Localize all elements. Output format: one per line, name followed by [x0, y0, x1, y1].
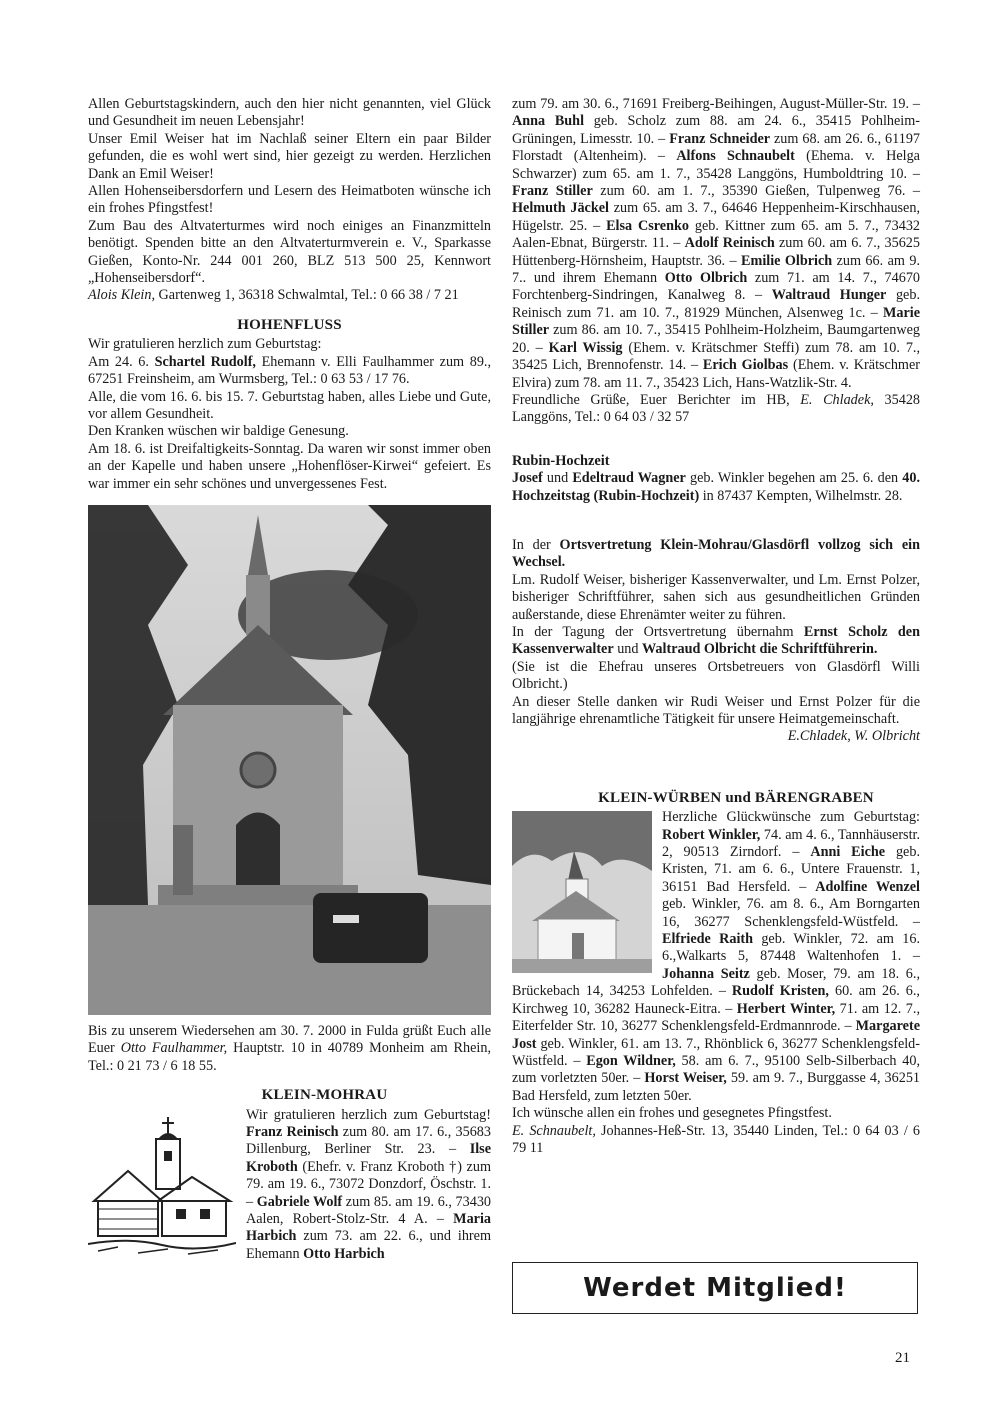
birthday-entry-name: Elsa Csrenko — [606, 217, 689, 234]
orts-paragraph-4: (Sie ist die Ehefrau unseres Ortsbetreuers von Glasdörfl Willi Olbricht.) — [512, 658, 920, 693]
right-column — [512, 96, 920, 1157]
section-title-klein-mohrau: KLEIN-MOHRAU — [261, 1087, 388, 1104]
kw-entry-text: geb. Winkler, 61. am 13. 7., Rhönblick 6, 36277 Schenklengsfeld-Wüstfeld. – — [512, 1035, 920, 1069]
intro-signature — [88, 287, 491, 304]
kw-entry-name: Elfriede Raith — [662, 931, 754, 948]
birthday-entry-text: zum 86. am 10. 7., 35415 Pohlheim-Holzheim, Baumgartenweg 20. – — [512, 322, 920, 356]
km-name-1: Franz Reinisch — [246, 1123, 339, 1140]
hohenfluss-paragraph-5: Am 18. 6. ist Dreifaltigkeits-Sonntag. Da waren wir sonst immer oben an der Kapelle und haben unsere „Hohenflöser-Kirwei“ gefeiert. Es war immer ein sehr schönes und unvergessenes Fest. — [88, 440, 491, 492]
section-title-hohenfluss: HOHENFLUSS — [237, 316, 342, 333]
birthday-entry-name: Waltraud Hunger — [771, 287, 887, 304]
birthday-entry-text: zum 60. am 6. 7., 35625 Hüttenberg-Hörnsheim, Hauptstr. 36. – — [512, 235, 920, 269]
kw-entry-text: geb. Moser, 79. am 18. 6., Brückebach 14, 34253 Lohfelden. – — [512, 965, 920, 1000]
rubin-name-2: Edeltraud Wagner — [572, 470, 686, 487]
intro-signature-address: Gartenweg 1, 36318 Schwalmtal, Tel.: 0 66 38 / 7 21 — [155, 287, 459, 304]
rubin-and: und — [542, 470, 573, 487]
kw-entry-text: geb. Kristen, 71. am 6. 6., Untere Frauenstr. 1, 36151 Bad Hersfeld. – — [662, 844, 920, 895]
kw-wish: Ich wünsche allen ein frohes und gesegnetes Pfingstfest. — [512, 1105, 832, 1122]
km-text-2: (Ehefr. v. Franz Kroboth †) zum 79. am 19. 6., 73072 Donzdorf, Öschstr. 1. – — [246, 1158, 491, 1210]
km-text-1: zum 80. am 17. 6., 35683 Dillenburg, Berliner Str. 23. – — [246, 1123, 491, 1158]
intro-paragraph-1: Allen Geburtstagskindern, auch den hier nicht genannten, viel Glück und Gesundheit im neuen Lebensjahr! — [88, 96, 491, 130]
birthday-entry-text: (Ehem. v. Krätschmer Steffi) zum 78. am 10. 7., 35425 Lich, Brennofenstr. 14. – — [512, 339, 921, 374]
church-photo — [512, 811, 652, 973]
orts-p3-and: und — [613, 641, 643, 658]
birthday-entry-name: Franz Stiller — [512, 183, 593, 200]
hohenfluss-paragraph-4: Den Kranken wüschen wir baldige Genesung. — [88, 423, 349, 440]
hohenfluss-greeting: Wir gratulieren herzlich zum Geburtstag: — [88, 336, 322, 353]
kw-entry-name: Anni Eiche — [810, 844, 886, 861]
kw-signature — [512, 1123, 920, 1158]
membership-banner-text: Werdet Mitglied! — [583, 1273, 847, 1303]
hohenfluss-date: Am 24. 6. — [88, 353, 155, 370]
birthday-entry-name: Otto Olbrich — [664, 270, 748, 287]
kw-entry-name: Horst Weiser, — [644, 1070, 727, 1087]
left-column — [88, 96, 491, 1263]
hohenfluss-closing-text: Bis zu unserem Wiedersehen am 30. 7. 2000 in Fulda grüßt Euch alle Euer — [88, 1022, 491, 1057]
birthday-entry-name: Marie Stiller — [512, 304, 920, 339]
rubin-text-1: geb. Winkler begehen am 25. 6. den — [685, 470, 903, 487]
chapel-photo — [88, 505, 491, 1015]
village-sketch — [88, 1109, 236, 1259]
orts-signature — [512, 728, 920, 745]
section-title-klein-wuerben: KLEIN-WÜRBEN und BÄRENGRABEN — [598, 789, 874, 806]
kw-entry-text: Herzliche Glückwünsche zum Geburtstag: — [662, 809, 920, 826]
kw-entry-name: Egon Wildner, — [586, 1052, 676, 1069]
km-name-5: Otto Harbich — [303, 1245, 385, 1262]
kw-entry-name: Adolfine Wenzel — [815, 878, 920, 895]
kw-entry-text: 58. am 6. 7., 95100 Selb-Silberbach 40, zum vorletzten 50er. – — [512, 1052, 921, 1087]
birthday-entry-text: (Ehema. v. Helga Schwarzer) zum 65. am 1. 7., 35428 Langgöns, Humboldtring 10. – — [512, 148, 920, 182]
km-text-3: zum 85. am 19. 6., 73430 Aalen, Robert-Stolz-Str. 4 A. – — [246, 1193, 492, 1227]
km-text-4: zum 73. am 22. 6., und ihrem Ehemann — [246, 1228, 491, 1262]
rubin-anniversary: 40. Hochzeitstag (Rubin-Hochzeit) — [512, 470, 921, 504]
kw-entry-text: 59. am 9. 7., Burggasse 4, 36251 Bad Hersfeld, zum letzten 50er. — [512, 1070, 921, 1104]
orts-paragraph-3 — [512, 624, 920, 659]
intro-paragraph-4: Zum Bau des Altvaterturmes wird noch einiges an Finanzmitteln benötigt. Spenden bitte an den Altvaterturmverein e. V., Sparkasse Gießen, Konto-Nr. 244 001 260, BLZ 513 500 25, Kennwort „Hohenseibersdorf“. — [88, 217, 491, 287]
page-number: 21 — [895, 1350, 910, 1366]
hohenfluss-closing-address: Hauptstr. 10 in 40789 Monheim am Rhein, Tel.: 0 21 73 / 6 18 55. — [88, 1040, 491, 1074]
birthday-entry-text: zum 68. am 26. 6., 61197 Florstadt (Altenheim). – — [512, 130, 921, 165]
birthday-entry-text: geb. Scholz zum 88. am 24. 6., 35415 Pohlheim-Grüningen, Limesstr. 10. – — [512, 113, 920, 147]
birthday-entry-text: (Ehem. v. Krätschmer Elvira) zum 78. am 11. 7., 35423 Lich, Hans-Watzlik-Str. 4. — [512, 357, 920, 391]
orts-p3-bold-2: Waltraud Olbricht die Schriftführerin. — [642, 641, 878, 658]
klein-wuerben-body — [512, 809, 920, 1105]
birthday-entry-text: zum 79. am 30. 6., 71691 Freiberg-Beihingen, August-Müller-Str. 19. – — [512, 96, 920, 112]
intro-paragraph-3: Allen Hohenseibersdorfern und Lesern des Heimatboten wünsche ich ein frohes Pfingstfest! — [88, 183, 491, 217]
birthday-entry-text: zum 65. am 3. 7., 64646 Heppenheim-Kirschhausen, Hügelstr. 25. – — [512, 200, 920, 234]
hohenfluss-birthday — [88, 354, 491, 389]
kw-entry-name: Johanna Seitz — [662, 965, 750, 982]
hohenfluss-closing — [88, 1023, 491, 1075]
birthday-entry-text: zum 60. am 1. 7., 35390 Gießen, Tulpenweg 76. – — [592, 183, 920, 200]
kw-entry-name: Rudolf Kristen, — [731, 983, 829, 1000]
orts-p3-bold-1: Ernst Scholz den Kassenverwalter — [512, 623, 920, 658]
hohenfluss-closing-name: Otto Faulhammer, — [120, 1040, 228, 1057]
intro-paragraph-2: Unser Emil Weiser hat im Nachlaß seiner Eltern ein paar Bilder gefunden, die es wohl wert sind, hier gezeigt zu werden. Herzlichen Dank an Emil Weiser! — [88, 130, 491, 182]
birthday-entry-name: Anna Buhl — [512, 113, 585, 130]
orts-headline: Ortsvertretung Klein-Mohrau/Glasdörfl vollzog sich ein Wechsel. — [512, 536, 920, 571]
kw-entry-text: geb. Winkler, 76. am 8. 6., Am Borngarten 16, 36277 Schenklengsfeld-Wüstfeld. – — [662, 896, 920, 930]
birthday-entry-name: Helmuth Jäckel — [512, 200, 609, 217]
chladek-address: 35428 Langgöns, Tel.: 0 64 03 / 32 57 — [512, 391, 921, 426]
kw-entry-text: 60. am 26. 6., Kirchweg 10, 36282 Hauneck-Eitra. – — [512, 983, 920, 1017]
kw-entry-name: Margarete Jost — [512, 1018, 920, 1052]
rubin-text-2: in 87437 Kempten, Wilhelmstr. 28. — [699, 487, 903, 504]
kw-entry-name: Herbert Winter, — [736, 1000, 836, 1017]
orts-signature-names: E.Chladek, W. Olbricht — [787, 728, 920, 745]
orts-p3-text: In der Tagung der Ortsvertretung übernahm — [512, 623, 804, 640]
orts-lead: In der — [512, 536, 560, 553]
klein-mohrau-greeting: Wir gratulieren herzlich zum Geburtstag! — [246, 1106, 491, 1123]
birthday-entry-name: Karl Wissig — [548, 339, 623, 356]
intro-signature-name: Alois Klein, — [88, 287, 155, 304]
km-name-2: Ilse Kroboth — [246, 1141, 491, 1175]
ortsvertretung-heading — [512, 537, 920, 572]
kw-entry-text: 71. am 12. 7., Eiterfelder Str. 10, 36277 Schenklengsfeld-Erdmannrode. – — [512, 1000, 920, 1035]
hohenfluss-name: Schartel Rudolf, — [154, 353, 256, 370]
birthday-entry-text: geb. Kittner zum 65. am 5. 7., 73432 Aalen-Ebnat, Bürgerstr. 11. – — [512, 217, 921, 252]
birthday-entry-name: Emilie Olbrich — [741, 252, 833, 269]
birthday-entry-text: geb. Reinisch zum 71. am 10. 7., 81929 München, Alsenweg 1c. – — [512, 287, 920, 321]
birthday-entry-name: Franz Schneider — [669, 130, 771, 147]
chladek-greeting-text: Freundliche Grüße, Euer Berichter im HB, — [512, 391, 801, 408]
membership-banner — [512, 1262, 918, 1314]
km-name-4: Maria Harbich — [246, 1211, 491, 1245]
birthday-entry-text: zum 71. am 14. 7., 74670 Forchtenberg-Sindringen, Kanalweg 8. – — [512, 270, 921, 304]
birthday-entry-name: Erich Giolbas — [702, 357, 789, 374]
kw-entry-text: geb. Winkler, 72. am 16. 6.,Walkarts 5, 87448 Waltenhofen 1. – — [662, 931, 920, 965]
chladek-greeting — [512, 392, 920, 427]
rubin-hochzeit-text — [512, 470, 920, 505]
kw-signature-name: E. Schnaubelt, — [512, 1122, 596, 1139]
orts-paragraph-2: Lm. Rudolf Weiser, bisheriger Kassenverwalter, und Lm. Ernst Polzer, bisheriger Schriftführer, sahen sich aus gesundheitlichen Gründen außerstande, diese Ehrenämter weiter zu führen. — [512, 571, 920, 623]
birthday-entry-text: zum 66. am 9. 7.. und ihrem Ehemann — [512, 252, 920, 287]
klein-mohrau-body — [88, 1107, 491, 1264]
km-name-3: Gabriele Wolf — [256, 1193, 343, 1210]
kw-entry-name: Robert Winkler, — [662, 826, 761, 843]
kw-entry-text: 74. am 4. 6., Tannhäuserstr. 2, 90513 Zirndorf. – — [662, 826, 920, 861]
birthday-list-continued — [512, 96, 920, 392]
hohenfluss-details: Ehemann v. Elli Faulhammer zum 89., 67251 Freinsheim, am Wurmsberg, Tel.: 0 63 53 / 17 76. — [88, 353, 492, 388]
birthday-entry-name: Adolf Reinisch — [684, 235, 775, 252]
rubin-name-1: Josef — [512, 470, 543, 487]
orts-paragraph-5: An dieser Stelle danken wir Rudi Weiser und Ernst Polzer für die langjährige ehrenamtliche Tätigkeit für unsere Heimatgemeinschaft. — [512, 693, 920, 727]
chladek-name: E. Chladek, — [800, 391, 874, 408]
hohenfluss-paragraph-3: Alle, die vom 16. 6. bis 15. 7. Geburtstag haben, alles Liebe und Gute, vor allem Gesundheit. — [88, 388, 491, 422]
kw-signature-address: Johannes-Heß-Str. 13, 35440 Linden, Tel.: 0 64 03 / 6 79 11 — [512, 1122, 920, 1156]
birthday-entry-name: Alfons Schnaubelt — [676, 148, 795, 165]
section-title-rubin-hochzeit: Rubin-Hochzeit — [512, 452, 610, 469]
